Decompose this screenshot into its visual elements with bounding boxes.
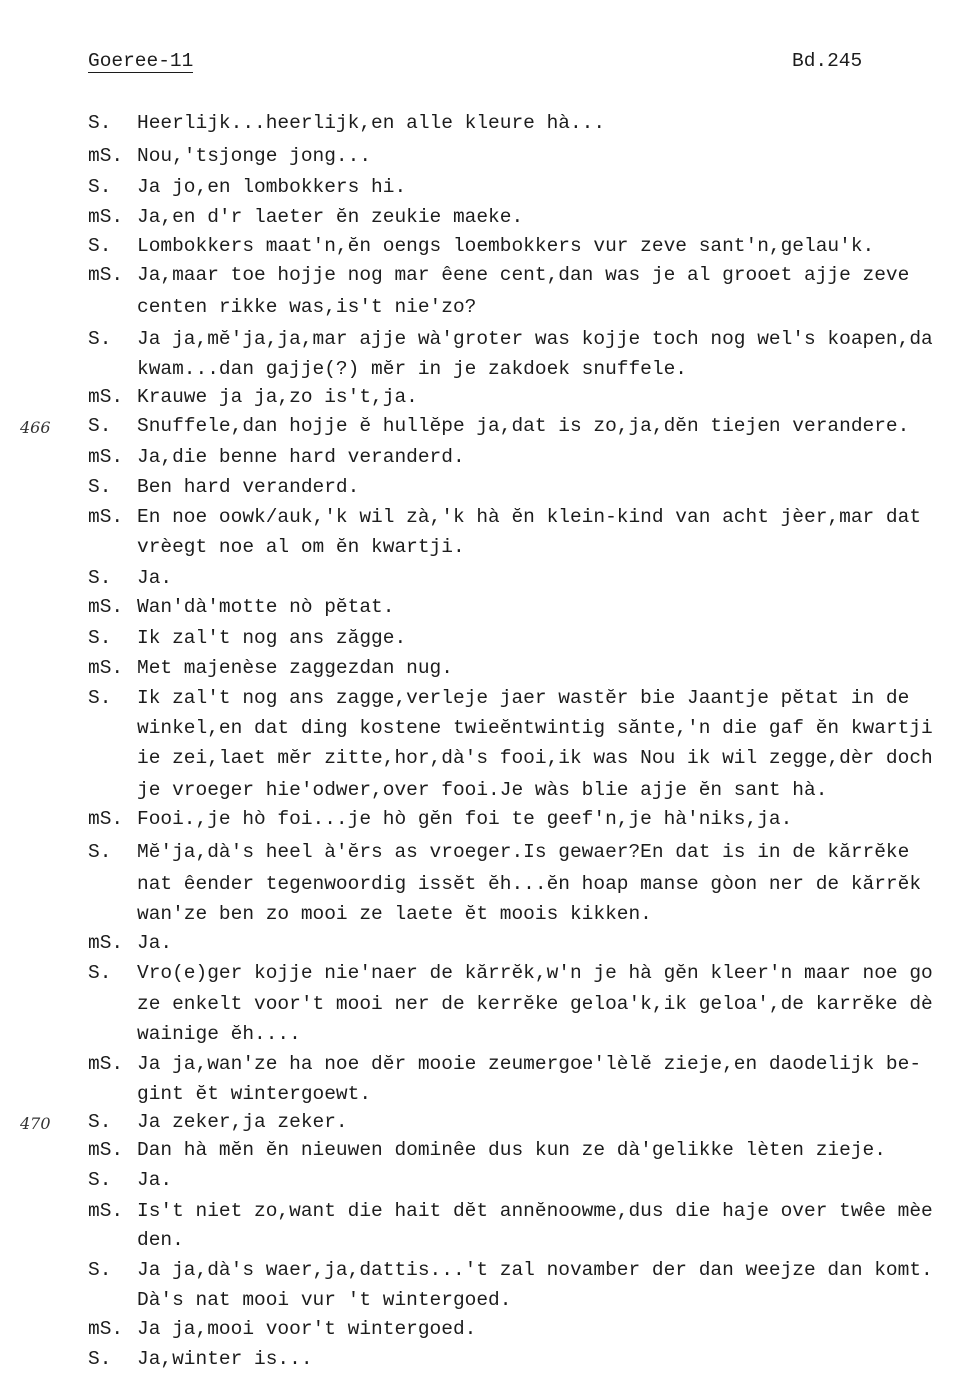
speaker-label: S. [88,415,112,437]
utterance-text: Ja,die benne hard veranderd. [137,446,465,468]
utterance-text: Ja ja,mĕ'ja,ja,mar ajje wà'groter was kojje toch nog wel's koapen,da [137,328,933,350]
utterance-text: Snuffele,dan hojje ĕ hullĕpe ja,dat is zo,ja,dĕn tiejen verandere. [137,415,910,437]
utterance-text: Ja,winter is... [137,1348,313,1370]
utterance-continuation: ie zei,laet mĕr zitte,hor,dà's fooi,ik was Nou ik wil zegge,dèr doch [137,747,933,769]
speaker-label: mS. [88,386,124,408]
utterance-continuation: nat êender tegenwoordig issĕt ĕh...ĕn hoap manse gòon ner de kărrĕk [137,873,922,895]
utterance-text: Krauwe ja ja,zo is't,ja. [137,386,418,408]
utterance-text: Ja ja,mooi voor't wintergoed. [137,1318,477,1340]
speaker-label: S. [88,687,112,709]
speaker-label: mS. [88,1139,124,1161]
utterance-continuation: wainige ĕh.... [137,1023,301,1045]
utterance-text: Mĕ'ja,dà's heel à'ĕrs as vroeger.Is gewaer?En dat is in de kărrĕke [137,841,910,863]
utterance-text: Wan'dà'motte nò pĕtat. [137,596,395,618]
margin-note: 466 [20,418,51,437]
utterance-continuation: je vroeger hie'odwer,over fooi.Je wàs blie ajje ĕn sant hà. [137,779,828,801]
speaker-label: S. [88,112,112,134]
utterance-text: Fooi.,je hò foi...je hò gĕn foi te geef'n,je hà'niks,ja. [137,808,793,830]
utterance-text: Ja jo,en lombokkers hi. [137,176,407,198]
speaker-label: S. [88,627,112,649]
speaker-label: mS. [88,932,124,954]
utterance-text: Dan hà mĕn ĕn nieuwen dominêe dus kun ze dà'gelikke lèten zieje. [137,1139,886,1161]
utterance-text: Met majenèse zaggezdan nug. [137,657,453,679]
utterance-text: Ik zal't nog ans zăgge. [137,627,407,649]
speaker-label: mS. [88,1318,124,1340]
speaker-label: S. [88,328,112,350]
utterance-text: Ja,en d'r laeter ĕn zeukie maeke. [137,206,524,228]
utterance-text: Ik zal't nog ans zagge,verleje jaer wastĕr bie Jaantje pĕtat in de [137,687,910,709]
utterance-text: Heerlijk...heerlijk,en alle kleure hà... [137,112,606,134]
page-number: Bd.245 [792,50,863,72]
utterance-continuation: vrèegt noe al om ĕn kwartji. [137,536,465,558]
speaker-label: S. [88,1111,112,1133]
utterance-text: Nou,'tsjonge jong... [137,145,372,167]
speaker-label: S. [88,235,112,257]
utterance-text: En noe oowk/auk,'k wil zà,'k hà ĕn klein-kind van acht jèer,mar dat [137,506,922,528]
speaker-label: S. [88,1348,112,1370]
utterance-text: Vro(e)ger kojje nie'naer de kărrĕk,w'n je hà gĕn kleer'n maar noe go [137,962,933,984]
speaker-label: mS. [88,206,124,228]
speaker-label: mS. [88,657,124,679]
speaker-label: mS. [88,446,124,468]
utterance-text: Lombokkers maat'n,ĕn oengs loembokkers vur zeve sant'n,gelau'k. [137,235,875,257]
speaker-label: mS. [88,1053,124,1075]
speaker-label: mS. [88,264,124,286]
page-header-title: Goeree-11 [88,50,194,72]
utterance-continuation: winkel,en dat ding kostene twieĕntwintig sănte,'n die gaf ĕn kwartji [137,717,933,739]
speaker-label: mS. [88,145,124,167]
utterance-text: Ja zeker,ja zeker. [137,1111,348,1133]
utterance-continuation: Dà's nat mooi vur 't wintergoed. [137,1289,512,1311]
speaker-label: mS. [88,506,124,528]
utterance-continuation: centen rikke was,is't nie'zo? [137,296,477,318]
speaker-label: S. [88,1259,112,1281]
utterance-continuation: ze enkelt voor't mooi ner de kerrĕke geloa'k,ik geloa',de karrĕke dè [137,993,933,1015]
speaker-label: S. [88,841,112,863]
utterance-text: Ben hard veranderd. [137,476,360,498]
speaker-label: S. [88,176,112,198]
utterance-text: Ja ja,dà's waer,ja,dattis...'t zal novamber der dan weejze dan komt. [137,1259,933,1281]
speaker-label: S. [88,1169,112,1191]
utterance-text: Ja. [137,1169,173,1191]
utterance-text: Ja ja,wan'ze ha noe dĕr mooie zeumergoe'lèlĕ zieje,en daodelijk be- [137,1053,922,1075]
speaker-label: S. [88,962,112,984]
speaker-label: S. [88,476,112,498]
utterance-text: Ja,maar toe hojje nog mar êene cent,dan was je al grooet ajje zeve [137,264,910,286]
utterance-continuation: den. [137,1229,184,1251]
utterance-continuation: wan'ze ben zo mooi ze laete ĕt moois kikken. [137,903,652,925]
utterance-text: Ja. [137,567,173,589]
speaker-label: mS. [88,1200,124,1222]
utterance-text: Ja. [137,932,173,954]
utterance-text: Is't niet zo,want die hait dĕt annĕnoowme,dus die haje over twêe mèe [137,1200,933,1222]
speaker-label: mS. [88,808,124,830]
utterance-continuation: gint ĕt wintergoewt. [137,1083,372,1105]
speaker-label: mS. [88,596,124,618]
margin-note: 470 [20,1114,51,1133]
utterance-continuation: kwam...dan gajje(?) mĕr in je zakdoek snuffele. [137,358,687,380]
speaker-label: S. [88,567,112,589]
